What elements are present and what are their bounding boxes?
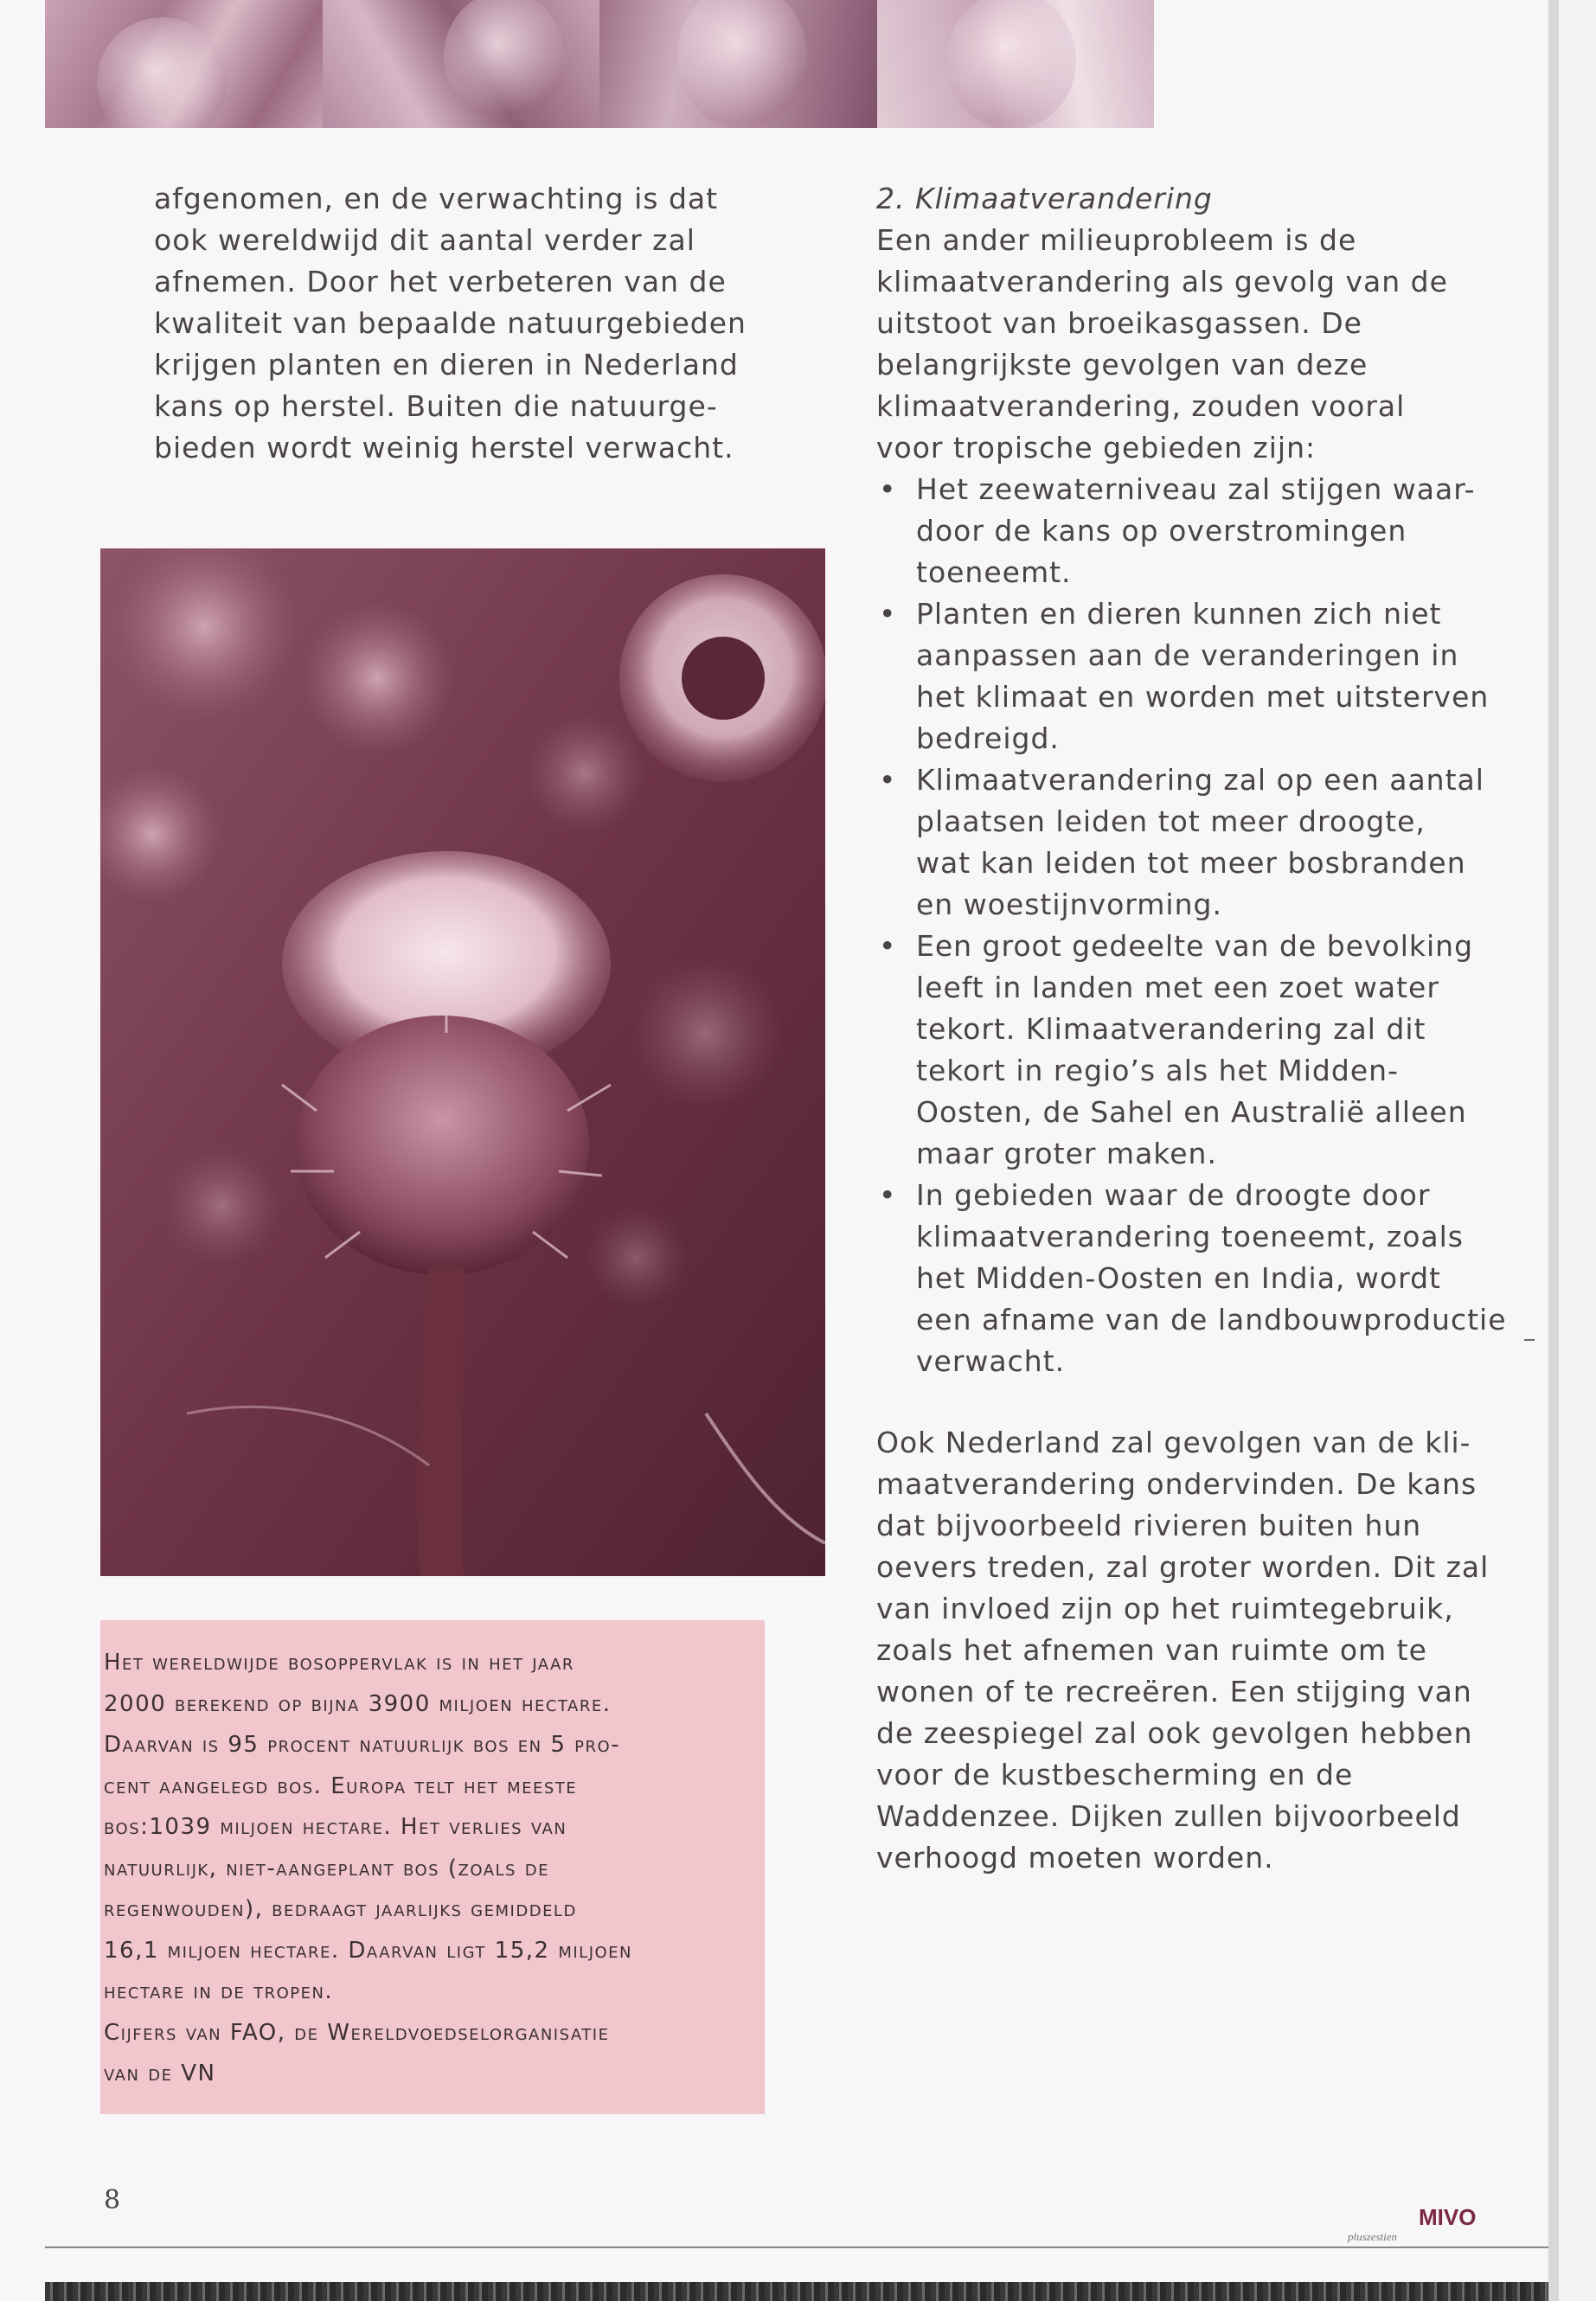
forest-facts-box <box>100 1620 765 2114</box>
brand-subtitle: pluszestien <box>1348 2230 1398 2243</box>
list-item-text: Klimaatverandering zal op een aantal plaatsen leiden tot meer droogte, wat kan leiden tot meer bosbranden en woestijnvorming. <box>916 763 1484 921</box>
bullet-icon: • <box>879 472 897 506</box>
header-photo-1 <box>45 0 323 128</box>
forest-facts-source: Cijfers van FAO, de Wereldvoedselorganisatie van de VN <box>104 2019 610 2086</box>
header-photo-strip <box>45 0 1154 128</box>
header-photo-3 <box>599 0 877 128</box>
list-item <box>876 926 1512 1175</box>
edge-mark <box>1524 1339 1535 1341</box>
bullet-icon: • <box>879 763 897 797</box>
list-item-text: In gebieden waar de droogte door klimaatverandering toeneemt, zoals het Midden-Oosten en India, wordt een afname van de landbouwproductie verwacht. <box>916 1178 1507 1378</box>
left-column <box>154 178 777 469</box>
forest-facts-text: Het wereldwijde bosoppervlak is in het jaar 2000 berekend op bijna 3900 miljoen hectare. Daarvan is 95 procent natuurlijk bos en 5 pro- cent aangelegd bos. Europa telt het meeste bos:1039 miljoen hectare. Het verlies van natuurlijk, niet-aangeplant bos (zoals de regenwouden), bedraagt jaarlijks gemiddeld 16,1 miljoen hectare. Daarvan ligt 15,2 miljoen hectare in de tropen. <box>104 1650 633 2004</box>
brand-logo: MIVO <box>1419 2204 1477 2230</box>
list-item <box>876 760 1512 926</box>
bullet-icon: • <box>879 929 897 963</box>
left-intro-paragraph: afgenomen, en de verwachting is dat ook wereldwijd dit aantal verder zal afnemen. Door het verbeteren van de kwaliteit van bepaalde natuurgebieden krijgen planten en dieren in Nederland kans op herstel. Buiten die natuurge- bieden wordt weinig herstel verwacht. <box>154 182 747 465</box>
list-item <box>876 593 1512 760</box>
list-item-text: Het zeewaterniveau zal stijgen waar- door de kans op overstromingen toeneemt. <box>916 472 1476 589</box>
right-intro-paragraph: Een ander milieuprobleem is de klimaatverandering als gevolg van de uitstoot van broeikasgassen. De belangrijkste gevolgen van deze klimaatverandering, zouden vooral voor tropische gebieden zijn: <box>876 223 1448 465</box>
right-column <box>876 178 1512 1879</box>
bullet-icon: • <box>879 597 897 631</box>
thistle-photo <box>100 548 825 1576</box>
thistle-illustration <box>100 548 825 1576</box>
header-photo-2 <box>323 0 600 128</box>
list-item-text: Een groot gedeelte van de bevolking leeft in landen met een zoet water tekort. Klimaatverandering zal dit tekort in regio’s als het Midden- Oosten, de Sahel en Australië alleen maar groter maken. <box>916 929 1474 1170</box>
list-item <box>876 1175 1512 1382</box>
effects-list <box>876 469 1512 1382</box>
list-item <box>876 469 1512 593</box>
footer-divider <box>45 2247 1548 2248</box>
scan-edge <box>45 2282 1548 2301</box>
page-edge <box>1548 0 1559 2301</box>
bullet-icon: • <box>879 1178 897 1212</box>
header-photo-4 <box>877 0 1155 128</box>
page-number: 8 <box>104 2185 121 2215</box>
list-item-text: Planten en dieren kunnen zich niet aanpassen aan de veranderingen in het klimaat en worden met uitsterven bedreigd. <box>916 597 1490 755</box>
closing-paragraph: Ook Nederland zal gevolgen van de kli- maatverandering ondervinden. De kans dat bijvoorbeeld rivieren buiten hun oevers treden, zal groter worden. Dit zal van invloed zijn op het ruimtegebruik, zoals het afnemen van ruimte om te wonen of te recreëren. Een stijging van de zeespiegel zal ook gevolgen hebben voor de kustbescherming en de Waddenzee. Dijken zullen bijvoorbeeld verhoogd moeten worden. <box>876 1426 1490 1875</box>
page-margin <box>1559 0 1596 2301</box>
section-title: 2. Klimaatverandering <box>876 182 1213 215</box>
